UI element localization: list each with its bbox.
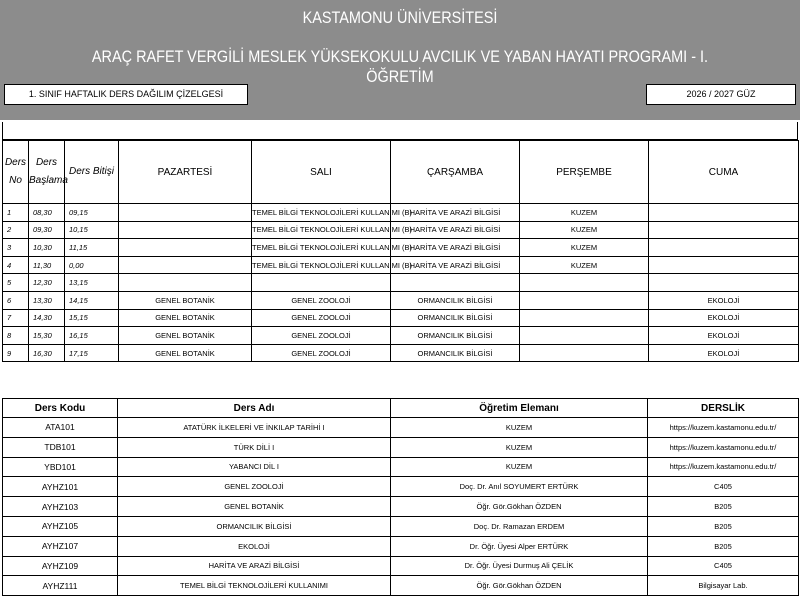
col-header-instructor: Öğretim Elemanı bbox=[391, 399, 648, 418]
schedule-row bbox=[3, 327, 799, 345]
end-time: 11,15 bbox=[65, 239, 119, 257]
course-name: EKOLOJİ bbox=[118, 536, 391, 556]
end-time: 15,15 bbox=[65, 309, 119, 327]
course-name: HARİTA VE ARAZİ BİLGİSİ bbox=[118, 556, 391, 576]
classroom: https://kuzem.kastamonu.edu.tr/ bbox=[648, 418, 799, 438]
cell-monday bbox=[119, 256, 252, 274]
cell-thursday: KUZEM bbox=[520, 239, 649, 257]
course-code: YBD101 bbox=[3, 457, 118, 477]
cell-monday: GENEL BOTANİK bbox=[119, 327, 252, 345]
cell-tuesday bbox=[252, 274, 391, 292]
start-time: 13,30 bbox=[29, 291, 65, 309]
cell-monday bbox=[119, 239, 252, 257]
cell-monday: GENEL BOTANİK bbox=[119, 291, 252, 309]
term-label: 2026 / 2027 GÜZ bbox=[646, 84, 796, 105]
end-time: 09,15 bbox=[65, 204, 119, 222]
classroom: C405 bbox=[648, 556, 799, 576]
classroom: B205 bbox=[648, 497, 799, 517]
course-name: YABANCI DİL I bbox=[118, 457, 391, 477]
col-header-course-code: Ders Kodu bbox=[3, 399, 118, 418]
col-header-thursday: PERŞEMBE bbox=[520, 141, 649, 204]
classroom: https://kuzem.kastamonu.edu.tr/ bbox=[648, 437, 799, 457]
period-number: 9 bbox=[3, 344, 29, 362]
cell-wednesday: HARİTA VE ARAZİ BİLGİSİ bbox=[391, 204, 520, 222]
start-time: 16,30 bbox=[29, 344, 65, 362]
start-time: 10,30 bbox=[29, 239, 65, 257]
cell-friday bbox=[649, 256, 799, 274]
end-time: 10,15 bbox=[65, 221, 119, 239]
cell-monday: GENEL BOTANİK bbox=[119, 344, 252, 362]
course-row bbox=[3, 457, 799, 477]
classroom: Bilgisayar Lab. bbox=[648, 576, 799, 596]
course-row bbox=[3, 536, 799, 556]
instructor: KUZEM bbox=[391, 418, 648, 438]
period-number: 4 bbox=[3, 256, 29, 274]
period-number: 2 bbox=[3, 221, 29, 239]
university-title: KASTAMONU ÜNİVERSİTESİ bbox=[302, 8, 498, 27]
period-number: 6 bbox=[3, 291, 29, 309]
cell-thursday bbox=[520, 344, 649, 362]
cell-thursday bbox=[520, 309, 649, 327]
cell-friday: EKOLOJİ bbox=[649, 309, 799, 327]
cell-friday: EKOLOJİ bbox=[649, 291, 799, 309]
course-code: ATA101 bbox=[3, 418, 118, 438]
classroom: https://kuzem.kastamonu.edu.tr/ bbox=[648, 457, 799, 477]
cell-wednesday: ORMANCILIK BİLGİSİ bbox=[391, 344, 520, 362]
cell-tuesday: GENEL ZOOLOJİ bbox=[252, 344, 391, 362]
instructor: KUZEM bbox=[391, 457, 648, 477]
cell-tuesday: TEMEL BİLGİ TEKNOLOJİLERİ KULLANIMI (B) bbox=[252, 239, 391, 257]
instructor: Öğr. Gör.Gökhan ÖZDEN bbox=[391, 497, 648, 517]
start-time: 08,30 bbox=[29, 204, 65, 222]
cell-monday bbox=[119, 274, 252, 292]
cell-wednesday: ORMANCILIK BİLGİSİ bbox=[391, 291, 520, 309]
cell-tuesday: GENEL ZOOLOJİ bbox=[252, 327, 391, 345]
col-header-end: Ders Bitişi bbox=[65, 141, 119, 204]
start-time: 09,30 bbox=[29, 221, 65, 239]
col-header-start: Ders Başlama bbox=[29, 141, 65, 204]
course-code: AYHZ105 bbox=[3, 516, 118, 536]
col-header-course-name: Ders Adı bbox=[118, 399, 391, 418]
course-row bbox=[3, 497, 799, 517]
schedule-row bbox=[3, 309, 799, 327]
period-number: 3 bbox=[3, 239, 29, 257]
cell-monday bbox=[119, 204, 252, 222]
col-header-no: Ders No bbox=[3, 141, 29, 204]
cell-thursday: KUZEM bbox=[520, 221, 649, 239]
col-header-tuesday: SALI bbox=[252, 141, 391, 204]
course-row bbox=[3, 516, 799, 536]
cell-wednesday: HARİTA VE ARAZİ BİLGİSİ bbox=[391, 256, 520, 274]
course-code: TDB101 bbox=[3, 437, 118, 457]
spacer-row bbox=[2, 122, 798, 140]
course-row bbox=[3, 437, 799, 457]
page-header bbox=[0, 0, 800, 120]
cell-friday bbox=[649, 239, 799, 257]
end-time: 16,15 bbox=[65, 327, 119, 345]
end-time: 17,15 bbox=[65, 344, 119, 362]
classroom: C405 bbox=[648, 477, 799, 497]
col-header-classroom: DERSLİK bbox=[648, 399, 799, 418]
course-code: AYHZ111 bbox=[3, 576, 118, 596]
course-name: ORMANCILIK BİLGİSİ bbox=[118, 516, 391, 536]
course-name: GENEL ZOOLOJİ bbox=[118, 477, 391, 497]
cell-wednesday: HARİTA VE ARAZİ BİLGİSİ bbox=[391, 239, 520, 257]
schedule-row bbox=[3, 256, 799, 274]
end-time: 13,15 bbox=[65, 274, 119, 292]
period-number: 5 bbox=[3, 274, 29, 292]
instructor: Dr. Öğr. Üyesi Durmuş Ali ÇELİK bbox=[391, 556, 648, 576]
course-row bbox=[3, 418, 799, 438]
course-name: TÜRK DİLİ I bbox=[118, 437, 391, 457]
cell-wednesday: ORMANCILIK BİLGİSİ bbox=[391, 327, 520, 345]
schedule-row bbox=[3, 221, 799, 239]
col-header-friday: CUMA bbox=[649, 141, 799, 204]
cell-thursday: KUZEM bbox=[520, 256, 649, 274]
classroom: B205 bbox=[648, 536, 799, 556]
instructor: Öğr. Gör.Gökhan ÖZDEN bbox=[391, 576, 648, 596]
program-title: ARAÇ RAFET VERGİLİ MESLEK YÜKSEKOKULU AVCILIK VE YABAN HAYATI PROGRAMI - I. ÖĞRETİM bbox=[91, 47, 709, 86]
schedule-row bbox=[3, 239, 799, 257]
cell-friday bbox=[649, 204, 799, 222]
cell-friday bbox=[649, 221, 799, 239]
cell-friday: EKOLOJİ bbox=[649, 344, 799, 362]
course-name: TEMEL BİLGİ TEKNOLOJİLERİ KULLANIMI bbox=[118, 576, 391, 596]
cell-thursday bbox=[520, 274, 649, 292]
start-time: 14,30 bbox=[29, 309, 65, 327]
schedule-row bbox=[3, 344, 799, 362]
schedule-row bbox=[3, 204, 799, 222]
period-number: 1 bbox=[3, 204, 29, 222]
cell-wednesday bbox=[391, 274, 520, 292]
course-list-table bbox=[2, 398, 799, 596]
instructor: KUZEM bbox=[391, 437, 648, 457]
instructor: Doç. Dr. Anıl SOYUMERT ERTÜRK bbox=[391, 477, 648, 497]
cell-wednesday: HARİTA VE ARAZİ BİLGİSİ bbox=[391, 221, 520, 239]
course-header-row bbox=[3, 399, 799, 418]
cell-tuesday: GENEL ZOOLOJİ bbox=[252, 309, 391, 327]
course-row bbox=[3, 477, 799, 497]
instructor: Doç. Dr. Ramazan ERDEM bbox=[391, 516, 648, 536]
course-name: GENEL BOTANİK bbox=[118, 497, 391, 517]
end-time: 0,00 bbox=[65, 256, 119, 274]
period-number: 8 bbox=[3, 327, 29, 345]
course-row bbox=[3, 576, 799, 596]
start-time: 11,30 bbox=[29, 256, 65, 274]
schedule-title: 1. SINIF HAFTALIK DERS DAĞILIM ÇİZELGESİ bbox=[4, 84, 248, 105]
cell-thursday bbox=[520, 291, 649, 309]
schedule-row bbox=[3, 274, 799, 292]
cell-tuesday: TEMEL BİLGİ TEKNOLOJİLERİ KULLANIMI (B) bbox=[252, 221, 391, 239]
end-time: 14,15 bbox=[65, 291, 119, 309]
course-code: AYHZ103 bbox=[3, 497, 118, 517]
schedule-row bbox=[3, 291, 799, 309]
weekly-schedule-table bbox=[2, 140, 799, 362]
cell-friday bbox=[649, 274, 799, 292]
course-code: AYHZ107 bbox=[3, 536, 118, 556]
start-time: 15,30 bbox=[29, 327, 65, 345]
cell-tuesday: GENEL ZOOLOJİ bbox=[252, 291, 391, 309]
course-name: ATATÜRK İLKELERİ VE İNKILAP TARİHİ I bbox=[118, 418, 391, 438]
cell-monday: GENEL BOTANİK bbox=[119, 309, 252, 327]
cell-tuesday: TEMEL BİLGİ TEKNOLOJİLERİ KULLANIMI (B) bbox=[252, 256, 391, 274]
course-row bbox=[3, 556, 799, 576]
course-code: AYHZ109 bbox=[3, 556, 118, 576]
cell-tuesday: TEMEL BİLGİ TEKNOLOJİLERİ KULLANIMI (B) bbox=[252, 204, 391, 222]
course-code: AYHZ101 bbox=[3, 477, 118, 497]
cell-wednesday: ORMANCILIK BİLGİSİ bbox=[391, 309, 520, 327]
period-number: 7 bbox=[3, 309, 29, 327]
start-time: 12,30 bbox=[29, 274, 65, 292]
col-header-monday: PAZARTESİ bbox=[119, 141, 252, 204]
cell-monday bbox=[119, 221, 252, 239]
cell-thursday bbox=[520, 327, 649, 345]
classroom: B205 bbox=[648, 516, 799, 536]
cell-thursday: KUZEM bbox=[520, 204, 649, 222]
col-header-wednesday: ÇARŞAMBA bbox=[391, 141, 520, 204]
cell-friday: EKOLOJİ bbox=[649, 327, 799, 345]
schedule-header-row bbox=[3, 141, 799, 204]
instructor: Dr. Öğr. Üyesi Alper ERTÜRK bbox=[391, 536, 648, 556]
